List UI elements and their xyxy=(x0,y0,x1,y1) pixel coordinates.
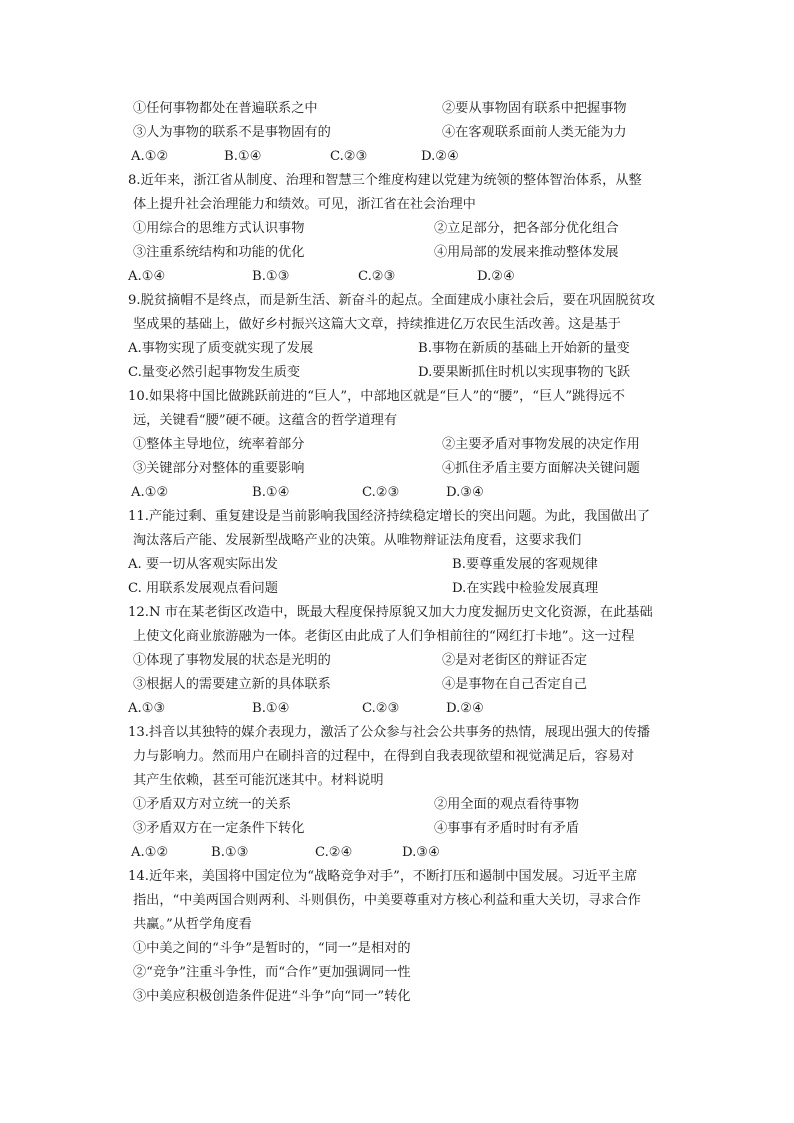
q11-choice-c: C. 用联系发展观点看问题 xyxy=(128,581,278,596)
q8-option-2: ②立足部分，把各部分优化组合 xyxy=(434,221,619,236)
q14-option-3: ③中美应积极创造条件促进“斗争”向“同一”转化 xyxy=(133,989,411,1004)
q12-choice-a: A.①③ xyxy=(128,701,166,716)
q13-choice-c: C.②④ xyxy=(315,845,353,860)
q7-option-2: ②要从事物固有联系中把握事物 xyxy=(442,101,627,116)
q12-choice-d: D.②④ xyxy=(446,701,484,716)
q13-option-2: ②用全面的观点看待事物 xyxy=(434,797,580,812)
q9-stem-line-1: 9.脱贫摘帽不是终点，而是新生活、新奋斗的起点。全面建成小康社会后，要在巩固脱贫攻 xyxy=(128,293,655,308)
q7-choice-d: D.②④ xyxy=(421,149,459,164)
q12-choice-b: B.①④ xyxy=(252,701,290,716)
q10-choice-a: A.①② xyxy=(131,485,169,500)
q11-stem-line-2: 淘汰落后产能、发展新型战略产业的决策。从唯物辩证法角度看，这要求我们 xyxy=(133,533,582,548)
q12-option-3: ③根据人的需要建立新的具体联系 xyxy=(133,677,331,692)
q13-option-4: ④事事有矛盾时时有矛盾 xyxy=(434,821,580,836)
q11-choice-b: B.要尊重发展的客观规律 xyxy=(452,557,598,572)
q10-choice-c: C.②③ xyxy=(362,485,400,500)
q10-option-3: ③关键部分对整体的重要影响 xyxy=(133,461,305,476)
q14-option-1: ①中美之间的“斗争”是暂时的，“同一”是相对的 xyxy=(133,941,411,956)
q10-choice-d: D.③④ xyxy=(446,485,484,500)
q10-stem-line-2: 远，关键看“腰”硬不硬。这蕴含的哲学道理有 xyxy=(133,413,398,428)
q8-option-3: ③注重系统结构和功能的优化 xyxy=(133,245,305,260)
q9-choice-c: C.量变必然引起事物发生质变 xyxy=(128,365,301,380)
q10-choice-b: B.①④ xyxy=(252,485,290,500)
q13-stem-line-2: 力与影响力。然而用户在刷抖音的过程中，在得到自我表现欲望和视觉满足后，容易对 xyxy=(133,749,635,764)
q9-choice-b: B.事物在新质的基础上开始新的量变 xyxy=(418,341,630,356)
q13-choice-b: B.①③ xyxy=(211,845,249,860)
q8-option-1: ①用综合的思维方式认识事物 xyxy=(133,221,305,236)
q7-choice-a: A.①② xyxy=(131,149,169,164)
q13-choice-a: A.①② xyxy=(131,845,169,860)
q14-stem-line-1: 14.近年来，美国将中国定位为“战略竞争对手”，不断打压和遏制中国发展。习近平主席 xyxy=(128,869,638,884)
q8-option-4: ④用局部的发展来推动整体发展 xyxy=(434,245,619,260)
q9-stem-line-2: 坚成果的基础上，做好乡村振兴这篇大文章，持续推进亿万农民生活改善。这是基于 xyxy=(133,317,621,332)
q11-choice-a: A. 要一切从客观实际出发 xyxy=(128,557,278,572)
q14-stem-line-3: 共赢。”从哲学角度看 xyxy=(133,917,252,932)
q8-choice-d: D.②④ xyxy=(477,269,515,284)
q13-option-1: ①矛盾双方对立统一的关系 xyxy=(133,797,292,812)
q7-option-1: ①任何事物都处在普遍联系之中 xyxy=(133,101,318,116)
q8-stem-line-2: 体上提升社会治理能力和绩效。可见，浙江省在社会治理中 xyxy=(133,197,476,212)
q11-stem-line-1: 11.产能过剩、重复建设是当前影响我国经济持续稳定增长的突出问题。为此，我国做出了 xyxy=(128,509,651,524)
q12-option-4: ④是事物在自己否定自己 xyxy=(442,677,588,692)
q7-choice-c: C.②③ xyxy=(330,149,368,164)
q13-choice-d: D.③④ xyxy=(402,845,440,860)
q13-stem-line-1: 13.抖音以其独特的媒介表现力，激活了公众参与社会公共事务的热情，展现出强大的传播 xyxy=(128,725,651,740)
q10-option-2: ②主要矛盾对事物发展的决定作用 xyxy=(442,437,640,452)
q7-option-3: ③人为事物的联系不是事物固有的 xyxy=(133,125,331,140)
q12-choice-c: C.②③ xyxy=(362,701,400,716)
q12-stem-line-2: 上使文化商业旅游融为一体。老街区由此成了人们争相前往的“网红打卡地”。这一过程 xyxy=(133,629,635,644)
q12-option-2: ②是对老街区的辩证否定 xyxy=(442,653,588,668)
q12-option-1: ①体现了事物发展的状态是光明的 xyxy=(133,653,331,668)
q14-stem-line-2: 指出，“中美两国合则两利、斗则俱伤，中美要尊重对方核心利益和重大关切，寻求合作 xyxy=(133,893,641,908)
q13-stem-line-3: 其产生依赖，甚至可能沉迷其中。材料说明 xyxy=(133,773,384,788)
q14-option-2: ②“竞争”注重斗争性，而“合作”更加强调同一性 xyxy=(133,965,411,980)
q12-stem-line-1: 12.N 市在某老街区改造中，既最大程度保持原貌又加大力度发掘历史文化资源，在此基础 xyxy=(128,605,653,620)
q11-choice-d: D.在实践中检验发展真理 xyxy=(452,581,599,596)
q13-option-3: ③矛盾双方在一定条件下转化 xyxy=(133,821,305,836)
q8-stem-line-1: 8.近年来，浙江省从制度、治理和智慧三个维度构建以党建为统领的整体智治体系，从整 xyxy=(128,173,642,188)
q10-option-4: ④抓住矛盾主要方面解决关键问题 xyxy=(442,461,640,476)
q10-option-1: ①整体主导地位，统率着部分 xyxy=(133,437,305,452)
q8-choice-a: A.①④ xyxy=(128,269,166,284)
q8-choice-b: B.①③ xyxy=(252,269,290,284)
q10-stem-line-1: 10.如果将中国比做跳跃前进的“巨人”，中部地区就是“巨人”的“腰”，“巨人”跳得远不 xyxy=(128,389,625,404)
q8-choice-c: C.②③ xyxy=(358,269,396,284)
q7-choice-b: B.①④ xyxy=(224,149,262,164)
q9-choice-d: D.要果断抓住时机以实现事物的飞跃 xyxy=(418,365,631,380)
q7-option-4: ④在客观联系面前人类无能为力 xyxy=(442,125,627,140)
q9-choice-a: A.事物实现了质变就实现了发展 xyxy=(128,341,314,356)
